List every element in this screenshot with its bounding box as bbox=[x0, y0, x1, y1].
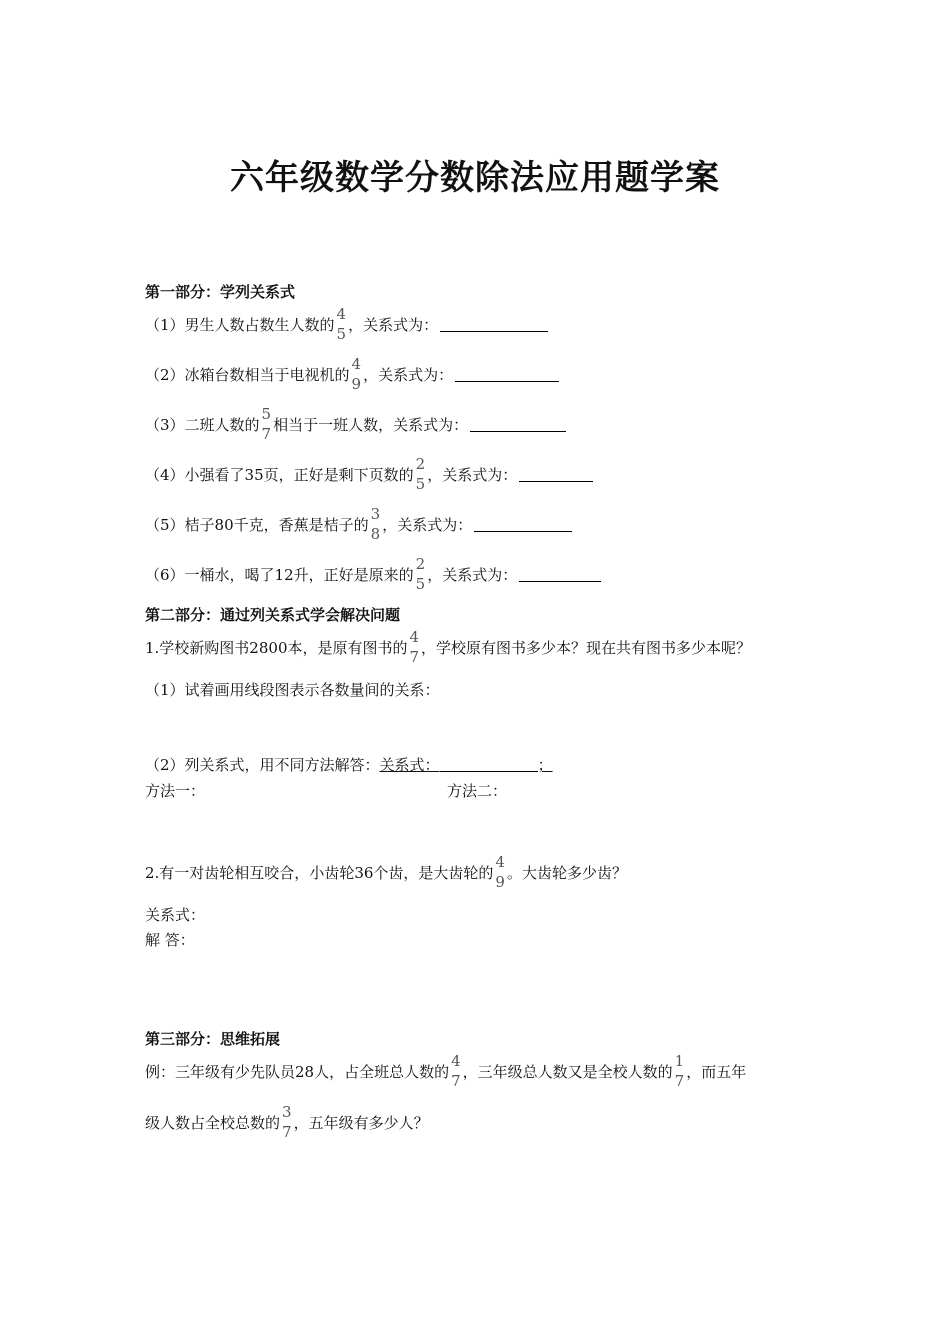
part1-item-1 bbox=[145, 307, 548, 342]
fraction: 5 7 bbox=[261, 405, 272, 443]
item-text: （3）二班人数的 bbox=[145, 416, 260, 434]
fraction: 4 5 bbox=[336, 305, 347, 343]
fraction: 1 7 bbox=[674, 1052, 685, 1090]
question-1 bbox=[145, 630, 751, 665]
part1-item-3 bbox=[145, 407, 566, 442]
item-text: ，关系式为： bbox=[382, 516, 473, 534]
answer-blank[interactable] bbox=[474, 517, 572, 532]
question-2-relation: 关系式： bbox=[145, 906, 206, 924]
item-text: （1）男生人数占数生人数的 bbox=[145, 316, 335, 334]
sub-text: （2）列关系式，用不同方法解答： bbox=[145, 756, 380, 774]
question-1-sub-1: （1）试着画用线段图表示各数量间的关系： bbox=[145, 681, 440, 699]
answer-blank[interactable] bbox=[455, 367, 559, 382]
question-text: ，学校原有图书多少本？现在共有图书多少本呢？ bbox=[421, 639, 752, 657]
item-text: ，关系式为： bbox=[427, 566, 518, 584]
example-text: 级人数占全校总数的 bbox=[145, 1114, 281, 1132]
method-2-label: 方法二： bbox=[447, 782, 508, 800]
item-text: （5）桔子80千克，香蕉是桔子的 bbox=[145, 516, 369, 534]
item-text: ，关系式为： bbox=[363, 366, 454, 384]
question-text: 。大齿轮多少齿？ bbox=[506, 864, 627, 882]
example-text: ，而五年 bbox=[686, 1063, 747, 1081]
example-line-1 bbox=[145, 1054, 746, 1089]
item-text: ，关系式为： bbox=[427, 466, 518, 484]
item-text: （2）冰箱台数相当于电视机的 bbox=[145, 366, 350, 384]
question-text: 1.学校新购图书2800本，是原有图书的 bbox=[145, 639, 408, 657]
relation-end: ； bbox=[537, 756, 553, 774]
example-text: 例：三年级有少先队员28人，占全班总人数的 bbox=[145, 1063, 450, 1081]
fraction: 4 7 bbox=[409, 628, 420, 666]
item-text: ，关系式为： bbox=[348, 316, 439, 334]
part2-heading: 第二部分：通过列关系式学会解决问题 bbox=[145, 606, 401, 624]
relation-label: 关系式： bbox=[379, 756, 440, 774]
relation-blank[interactable] bbox=[440, 757, 538, 772]
example-text: ，三年级总人数又是全校人数的 bbox=[462, 1063, 673, 1081]
answer-blank[interactable] bbox=[519, 567, 601, 582]
item-text: （6）一桶水，喝了12升，正好是原来的 bbox=[145, 566, 414, 584]
fraction: 4 9 bbox=[495, 853, 505, 891]
part1-item-2 bbox=[145, 357, 559, 392]
fraction: 4 7 bbox=[451, 1052, 461, 1090]
part1-heading: 第一部分：学列关系式 bbox=[145, 283, 296, 301]
question-1-sub-2 bbox=[145, 754, 561, 775]
question-2-answer: 解 答： bbox=[145, 931, 195, 949]
example-text: ，五年级有多少人？ bbox=[293, 1114, 429, 1132]
question-text: 2.有一对齿轮相互咬合，小齿轮36个齿，是大齿轮的 bbox=[145, 864, 494, 882]
fraction: 3 7 bbox=[282, 1103, 292, 1141]
answer-blank[interactable] bbox=[440, 317, 548, 332]
page-title: 六年级数学分数除法应用题学案 bbox=[230, 158, 720, 198]
part1-item-5 bbox=[145, 507, 572, 542]
example-line-2 bbox=[145, 1105, 429, 1140]
answer-blank[interactable] bbox=[519, 467, 593, 482]
answer-blank[interactable] bbox=[470, 417, 566, 432]
fraction: 2 5 bbox=[415, 455, 426, 493]
item-text: 相当于一班人数，关系式为： bbox=[273, 416, 469, 434]
fraction: 3 8 bbox=[370, 505, 381, 543]
part1-item-4 bbox=[145, 457, 593, 492]
part3-heading: 第三部分：思维拓展 bbox=[145, 1030, 281, 1048]
fraction: 2 5 bbox=[415, 555, 426, 593]
method-1-label: 方法一： bbox=[145, 782, 206, 800]
question-2 bbox=[145, 855, 627, 890]
item-text: （4）小强看了35页，正好是剩下页数的 bbox=[145, 466, 414, 484]
part1-item-6 bbox=[145, 557, 601, 592]
fraction: 4 9 bbox=[351, 355, 362, 393]
